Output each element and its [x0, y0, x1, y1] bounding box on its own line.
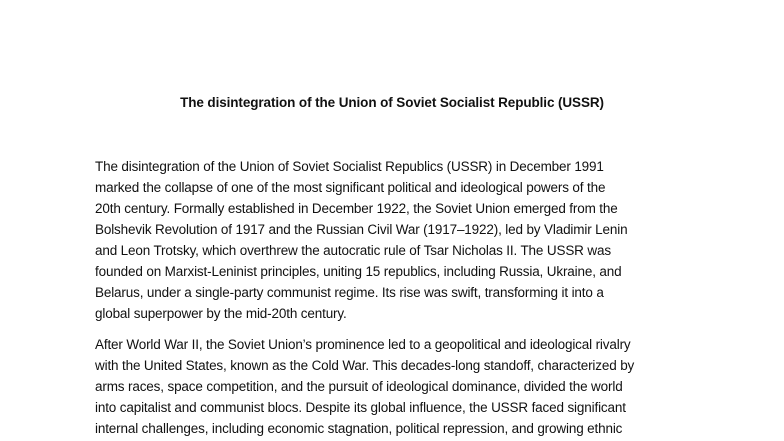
paragraph-line: After World War II, the Soviet Union’s prominence led to a geopolitical and ideological rivalry [95, 337, 631, 352]
paragraph-line: and Leon Trotsky, which overthrew the autocratic rule of Tsar Nicholas II. The USSR was [95, 243, 611, 258]
paragraph-line: Belarus, under a single-party communist regime. Its rise was swift, transforming it into a [95, 285, 604, 300]
paragraph-2 [95, 334, 700, 439]
paragraph-line: with the United States, known as the Cold War. This decades-long standoff, characterized by [95, 358, 635, 373]
paragraph-line: marked the collapse of one of the most significant political and ideological powers of the [95, 180, 606, 195]
paragraph-line: founded on Marxist-Leninist principles, uniting 15 republics, including Russia, Ukraine, and [95, 264, 622, 279]
paragraph-1 [95, 156, 700, 324]
paragraph-line: arms races, space competition, and the pursuit of ideological dominance, divided the world [95, 379, 623, 394]
paragraph-line: internal challenges, including economic stagnation, political repression, and growing ethnic [95, 421, 623, 436]
document-title: The disintegration of the Union of Soviet Socialist Republic (USSR) [180, 95, 604, 110]
paragraph-line: Bolshevik Revolution of 1917 and the Russian Civil War (1917–1922), led by Vladimir Lenin [95, 222, 628, 237]
paragraph-line: 20th century. Formally established in December 1922, the Soviet Union emerged from the [95, 201, 618, 216]
paragraph-line: into capitalist and communist blocs. Despite its global influence, the USSR faced significant [95, 400, 626, 415]
paragraph-line: global superpower by the mid-20th century. [95, 306, 347, 321]
paragraph-line: The disintegration of the Union of Soviet Socialist Republics (USSR) in December 1991 [95, 159, 604, 174]
